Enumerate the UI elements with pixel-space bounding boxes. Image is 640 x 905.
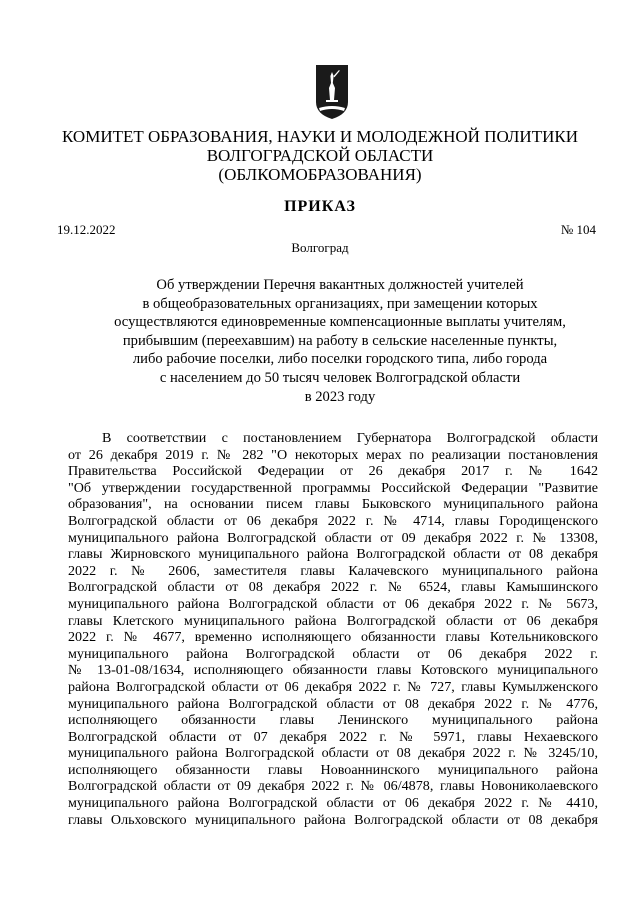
order-body-paragraph bbox=[68, 430, 598, 828]
body-line: главы Клетского муниципального района Волгоградской области от 06 декабря bbox=[68, 612, 598, 629]
committee-line: (ОБЛКОМОБРАЗОВАНИЯ) bbox=[218, 165, 422, 184]
order-date: 19.12.2022 bbox=[57, 222, 116, 237]
body-line: 2022 г. № 2606, заместителя главы Калачевского муниципального района bbox=[68, 562, 598, 579]
body-line: Правительства Российской Федерации от 26 декабря 2017 г. № 1642 bbox=[68, 463, 598, 480]
body-line: 2022 г. № 4677, временно исполняющего обязанности главы Котельниковского bbox=[68, 629, 598, 646]
title-line: в общеобразовательных организациях, при замещении которых bbox=[142, 295, 538, 312]
body-line: исполняющего обязанности главы Новоаннинского муниципального района bbox=[68, 761, 598, 778]
body-line: района Волгоградской области от 06 декабря 2022 г. № 727, главы Кумылженского bbox=[68, 678, 598, 695]
title-line: с населением до 50 тысяч человек Волгоградской области bbox=[159, 369, 521, 386]
order-city: Волгоград bbox=[291, 240, 349, 255]
committee-name bbox=[0, 127, 640, 184]
body-line: Волгоградской области от 06 декабря 2022 г. № 4714, главы Городищенского bbox=[68, 512, 598, 529]
body-line: муниципального района Волгоградской области от 08 декабря 2022 г. № 4776, bbox=[68, 695, 598, 712]
body-line: главы Жирновского муниципального района Волгоградской области от 08 декабря bbox=[68, 546, 598, 563]
body-line: Волгоградской области от 08 декабря 2022 г. № 6524, главы Камышинского bbox=[68, 579, 598, 596]
body-line: образования", на основании писем главы Быковского муниципального района bbox=[68, 496, 598, 513]
title-line: осуществляются единовременные компенсационные выплаты учителям, bbox=[114, 314, 566, 331]
committee-line: КОМИТЕТ ОБРАЗОВАНИЯ, НАУКИ И МОЛОДЕЖНОЙ ПОЛИТИКИ bbox=[62, 127, 578, 146]
body-line: муниципального района Волгоградской области от 06 декабря 2022 г. № 5673, bbox=[68, 595, 598, 612]
body-line: главы Ольховского муниципального района Волгоградской области от 08 декабря bbox=[68, 811, 598, 828]
body-line: исполняющего обязанности главы Ленинского муниципального района bbox=[68, 712, 598, 729]
body-line: от 26 декабря 2019 г. № 282 "О некоторых мерах по реализации постановления bbox=[68, 446, 598, 463]
body-line: муниципального района Волгоградской области от 06 декабря 2022 г. bbox=[68, 645, 598, 662]
title-line: Об утверждении Перечня вакантных должностей учителей bbox=[156, 277, 524, 293]
document-type: ПРИКАЗ bbox=[284, 198, 356, 215]
body-line: "Об утверждении государственной программы Российской Федерации "Развитие bbox=[68, 479, 598, 496]
title-line: в 2023 году bbox=[304, 388, 376, 405]
body-line: Волгоградской области от 07 декабря 2022 г. № 5971, главы Нехаевского bbox=[68, 728, 598, 745]
body-line: муниципального района Волгоградской области от 09 декабря 2022 г. № 13308, bbox=[68, 529, 598, 546]
volgograd-emblem-icon bbox=[315, 64, 349, 120]
body-line: № 13-01-08/1634, исполняющего обязанности главы Котовского муниципального bbox=[68, 662, 598, 679]
body-line: В соответствии с постановлением Губернатора Волгоградской области bbox=[102, 430, 598, 446]
committee-line: ВОЛГОГРАДСКОЙ ОБЛАСТИ bbox=[206, 146, 434, 165]
body-line: Волгоградской области от 09 декабря 2022 г. № 06/4878, главы Новониколаевского bbox=[68, 778, 598, 795]
title-line: либо рабочие поселки, либо поселки городского типа, либо города bbox=[132, 351, 548, 368]
order-number: № 104 bbox=[560, 222, 596, 237]
body-line: муниципального района Волгоградской области от 08 декабря 2022 г. № 3245/10, bbox=[68, 745, 598, 762]
title-line: прибывшим (переехавшим) на работу в сельские населенные пункты, bbox=[122, 332, 558, 349]
body-line: муниципального района Волгоградской области от 06 декабря 2022 г. № 4410, bbox=[68, 795, 598, 812]
order-title bbox=[0, 276, 640, 406]
